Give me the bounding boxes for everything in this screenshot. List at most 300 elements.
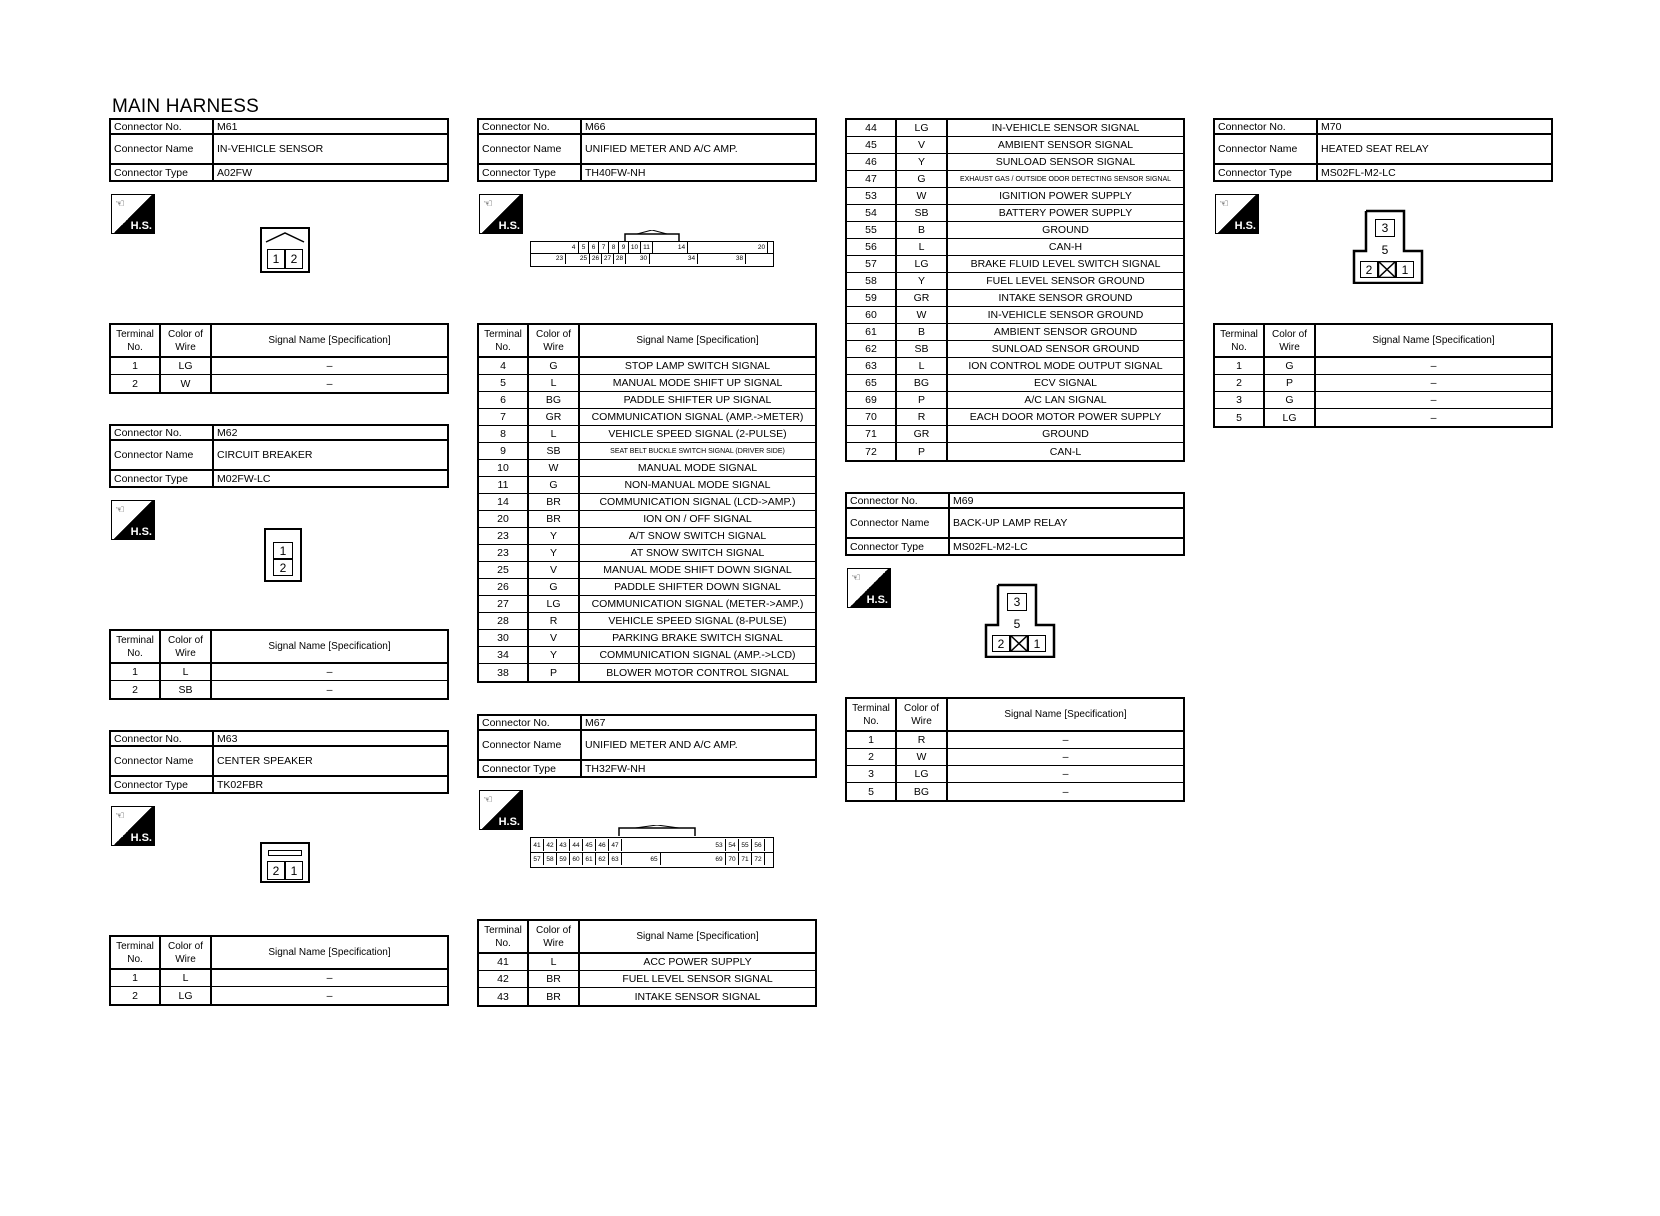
- wire-color: L: [161, 970, 212, 986]
- connector-hand-icon: ☜: [1219, 198, 1229, 210]
- signal: –: [326, 972, 333, 984]
- connector-info-m61: [109, 118, 449, 182]
- table-row: [847, 137, 1183, 154]
- pin: 2: [992, 635, 1010, 652]
- table-row: [847, 409, 1183, 426]
- wire-color: SB: [161, 681, 212, 698]
- signal: EXHAUST GAS / OUTSIDE ODOR DETECTING SENSOR SIGNAL: [959, 175, 1172, 183]
- terminal: 9: [479, 443, 529, 459]
- wire-color: L: [529, 426, 580, 442]
- header-signal: Signal Name [Specification]: [636, 335, 759, 346]
- terminal: 25: [479, 562, 529, 578]
- wire-color: Y: [897, 273, 948, 289]
- label: Connector Name: [111, 747, 214, 775]
- pin: 28: [614, 253, 626, 264]
- pin: 72: [752, 853, 765, 865]
- table-row: [847, 392, 1183, 409]
- signal-table-m63: [109, 935, 449, 1006]
- table-row: [847, 171, 1183, 188]
- wire-color: BR: [529, 971, 580, 987]
- pin: 44: [570, 839, 583, 851]
- table-row: [847, 783, 1183, 800]
- table-row: [479, 562, 815, 579]
- wire-color: V: [529, 630, 580, 646]
- table-row: [111, 375, 447, 392]
- table-row: [479, 392, 815, 409]
- pin: 11: [641, 242, 653, 253]
- signal-table-m66: [477, 323, 817, 683]
- wire-color: R: [897, 732, 948, 748]
- table-row: [111, 664, 447, 681]
- hs-badge: [111, 194, 155, 234]
- wire-color: BG: [529, 392, 580, 408]
- connector-diagram-m70: [1352, 209, 1424, 284]
- pin: 65: [648, 853, 661, 865]
- pin: 63: [609, 853, 622, 865]
- connector-diagram-m66: [530, 241, 774, 267]
- pin: 6: [589, 242, 599, 253]
- header-terminal: Terminal No.: [111, 937, 161, 968]
- pin: 58: [544, 853, 557, 865]
- terminal: 42: [479, 971, 529, 987]
- terminal: 3: [1215, 392, 1265, 408]
- pin: 2: [267, 861, 285, 880]
- signal-table-m69: [845, 697, 1185, 802]
- table-row: [479, 988, 815, 1005]
- signal: BLOWER MOTOR CONTROL SIGNAL: [606, 666, 789, 679]
- wire-color: V: [897, 137, 948, 153]
- terminal: 43: [479, 988, 529, 1005]
- terminal: 46: [847, 154, 897, 170]
- connector-key-icon: [623, 230, 681, 242]
- connector-name: CENTER SPEAKER: [217, 755, 313, 767]
- connector-info-m69: [845, 492, 1185, 556]
- wire-color: BG: [897, 783, 948, 800]
- signal: –: [1062, 785, 1069, 798]
- terminal: 69: [847, 392, 897, 408]
- wire-color: Y: [529, 647, 580, 663]
- label: Connector No.: [111, 426, 214, 439]
- hs-badge: [479, 790, 523, 830]
- terminal: 38: [479, 664, 529, 681]
- table-row: [847, 239, 1183, 256]
- terminal: 5: [847, 783, 897, 800]
- connector-hand-icon: ☜: [115, 198, 125, 210]
- signal: SUNLOAD SENSOR SIGNAL: [995, 156, 1136, 168]
- table-row: [479, 971, 815, 988]
- signal-table-m70: [1213, 323, 1553, 428]
- pin: 7: [599, 242, 609, 253]
- signal: –: [1430, 377, 1437, 389]
- pin: 23: [554, 253, 566, 264]
- signal: NON-MANUAL MODE SIGNAL: [624, 479, 771, 491]
- wire-color: G: [1265, 392, 1316, 408]
- table-row: [847, 749, 1183, 766]
- signal: A/T SNOW SWITCH SIGNAL: [628, 530, 767, 542]
- terminal: 53: [847, 188, 897, 204]
- connector-hand-icon: ☜: [483, 198, 493, 210]
- connector-type: MS02FL-M2-LC: [953, 540, 1028, 553]
- connector-key-icon: [262, 230, 308, 246]
- terminal: 14: [479, 494, 529, 510]
- pin: 34: [686, 253, 698, 264]
- header-color: Color of Wire: [161, 937, 212, 968]
- table-row: [847, 256, 1183, 273]
- table-row: [1215, 392, 1551, 409]
- wire-color: GR: [897, 290, 948, 306]
- header-signal: Signal Name [Specification]: [636, 931, 759, 942]
- label: Connector No.: [847, 494, 950, 507]
- terminal: 5: [479, 375, 529, 391]
- terminal: 1: [1215, 358, 1265, 374]
- terminal: 56: [847, 239, 897, 255]
- signal: MANUAL MODE SHIFT UP SIGNAL: [612, 377, 783, 389]
- pin: 53: [713, 839, 726, 851]
- signal: ACC POWER SUPPLY: [643, 956, 752, 968]
- label: Connector Type: [847, 539, 950, 554]
- terminal: 26: [479, 579, 529, 595]
- connector-hand-icon: ☜: [115, 810, 125, 822]
- hs-label: H.S.: [866, 594, 888, 606]
- connector-key-icon: [617, 825, 697, 837]
- hs-badge: [847, 568, 891, 608]
- connector-diagram-m62: [264, 528, 302, 582]
- wire-color: BR: [529, 511, 580, 527]
- signal: AMBIENT SENSOR GROUND: [993, 326, 1138, 338]
- pin: 1: [1396, 261, 1414, 278]
- wire-color: SB: [897, 341, 948, 357]
- wire-color: BR: [529, 494, 580, 510]
- connector-info-m67: [477, 714, 817, 778]
- signal: –: [326, 666, 333, 678]
- header-color: Color of Wire: [161, 631, 212, 662]
- pin: 5: [579, 242, 589, 253]
- connector-no: M69: [953, 494, 974, 507]
- signal: IGNITION POWER SUPPLY: [999, 190, 1132, 202]
- table-row: [1215, 375, 1551, 392]
- pin: 46: [596, 839, 609, 851]
- wire-color: G: [529, 477, 580, 493]
- wire-color: G: [529, 579, 580, 595]
- signal: –: [326, 377, 333, 390]
- table-row: [847, 324, 1183, 341]
- hs-label: H.S.: [1234, 220, 1256, 232]
- table-row: [479, 443, 815, 460]
- signal: –: [326, 360, 333, 372]
- wire-color: GR: [897, 426, 948, 442]
- header-color: Color of Wire: [529, 921, 580, 952]
- connector-diagram-m67: [530, 837, 774, 868]
- table-row: [479, 613, 815, 630]
- hs-badge: [479, 194, 523, 234]
- terminal: 72: [847, 443, 897, 460]
- signal: –: [1062, 751, 1069, 763]
- terminal: 10: [479, 460, 529, 476]
- signal: –: [1430, 411, 1437, 424]
- connector-no: M63: [217, 732, 238, 745]
- label: Connector Type: [479, 165, 582, 180]
- connector-name: UNIFIED METER AND A/C AMP.: [585, 143, 738, 155]
- pin: 14: [676, 242, 688, 253]
- label: Connector Type: [111, 165, 214, 180]
- signal: –: [326, 683, 333, 696]
- terminal: 59: [847, 290, 897, 306]
- table-row: [847, 290, 1183, 307]
- wire-color: Y: [529, 528, 580, 544]
- terminal: 1: [847, 732, 897, 748]
- header-signal: Signal Name [Specification]: [268, 947, 391, 958]
- wire-color: SB: [897, 205, 948, 221]
- pin: 3: [1375, 219, 1395, 237]
- table-row: [847, 732, 1183, 749]
- table-row: [479, 954, 815, 971]
- connector-diagram-m63: [260, 842, 310, 883]
- hs-badge: [111, 500, 155, 540]
- terminal: 2: [111, 375, 161, 392]
- terminal: 57: [847, 256, 897, 272]
- header-color: Color of Wire: [529, 325, 580, 356]
- terminal: 1: [111, 358, 161, 374]
- terminal: 45: [847, 137, 897, 153]
- pin: 8: [609, 242, 619, 253]
- table-row: [479, 630, 815, 647]
- terminal: 41: [479, 954, 529, 970]
- terminal: 61: [847, 324, 897, 340]
- pin: 47: [609, 839, 622, 851]
- label: Connector Name: [1215, 135, 1318, 163]
- signal: ION CONTROL MODE OUTPUT SIGNAL: [968, 360, 1163, 372]
- wire-color: LG: [1265, 409, 1316, 426]
- signal: IN-VEHICLE SENSOR GROUND: [987, 309, 1144, 321]
- connector-no: M67: [585, 716, 606, 729]
- pin: 61: [583, 853, 596, 865]
- signal: GROUND: [1042, 224, 1089, 236]
- wire-color: V: [529, 562, 580, 578]
- table-row: [111, 970, 447, 987]
- pin: 70: [726, 853, 739, 865]
- terminal: 27: [479, 596, 529, 612]
- terminal: 63: [847, 358, 897, 374]
- terminal: 1: [111, 664, 161, 680]
- wire-color: R: [529, 613, 580, 629]
- signal: FUEL LEVEL SENSOR GROUND: [986, 275, 1145, 287]
- pin: 45: [583, 839, 596, 851]
- wire-color: Y: [897, 154, 948, 170]
- connector-diagram-m69: [984, 583, 1056, 658]
- pin: 62: [596, 853, 609, 865]
- signal: COMMUNICATION SIGNAL (METER->AMP.): [591, 598, 804, 610]
- wire-color: B: [897, 222, 948, 238]
- signal: CAN-L: [1049, 445, 1082, 458]
- pin: 25: [578, 253, 590, 264]
- connector-hand-icon: ☜: [483, 794, 493, 806]
- signal: MANUAL MODE SIGNAL: [637, 462, 758, 474]
- connector-name: HEATED SEAT RELAY: [1321, 143, 1429, 155]
- signal: COMMUNICATION SIGNAL (AMP.->METER): [591, 411, 804, 423]
- table-row: [847, 205, 1183, 222]
- pin: 26: [590, 253, 602, 264]
- table-row: [1215, 409, 1551, 426]
- table-row: [847, 154, 1183, 171]
- pin: 2: [285, 249, 303, 269]
- connector-name: IN-VEHICLE SENSOR: [217, 143, 324, 155]
- terminal: 2: [111, 681, 161, 698]
- table-row: [847, 307, 1183, 324]
- signal: COMMUNICATION SIGNAL (AMP.->LCD): [599, 649, 796, 661]
- terminal: 5: [1215, 409, 1265, 426]
- pin: 59: [557, 853, 570, 865]
- wire-color: G: [897, 171, 948, 187]
- signal: –: [1062, 734, 1069, 746]
- wire-color: P: [1265, 375, 1316, 391]
- label: Connector Type: [111, 471, 214, 486]
- terminal: 71: [847, 426, 897, 442]
- table-row: [479, 647, 815, 664]
- header-terminal: Terminal No.: [847, 699, 897, 730]
- signal: VEHICLE SPEED SIGNAL (2-PULSE): [608, 428, 787, 440]
- pin: 54: [726, 839, 739, 851]
- signal-table-m61: [109, 323, 449, 394]
- header-terminal: Terminal No.: [479, 325, 529, 356]
- connector-type: TK02FBR: [217, 778, 264, 791]
- wire-color: Y: [529, 545, 580, 561]
- connector-hand-icon: ☜: [115, 504, 125, 516]
- connector-info-m63: [109, 730, 449, 794]
- signal: –: [1430, 394, 1437, 406]
- pin: 2: [273, 559, 293, 576]
- wire-color: LG: [161, 987, 212, 1004]
- connector-name: UNIFIED METER AND A/C AMP.: [585, 739, 738, 751]
- signal: MANUAL MODE SHIFT DOWN SIGNAL: [603, 564, 792, 576]
- signal: INTAKE SENSOR SIGNAL: [634, 990, 761, 1003]
- signal: AMBIENT SENSOR SIGNAL: [997, 139, 1134, 151]
- table-row: [479, 511, 815, 528]
- pin: 71: [739, 853, 752, 865]
- blocked-pin-icon: [1378, 261, 1396, 278]
- terminal: 23: [479, 545, 529, 561]
- table-row: [111, 987, 447, 1004]
- hs-label: H.S.: [498, 220, 520, 232]
- signal: BRAKE FLUID LEVEL SWITCH SIGNAL: [970, 258, 1161, 270]
- label: Connector Name: [111, 135, 214, 163]
- table-row: [847, 426, 1183, 443]
- table-row: [479, 477, 815, 494]
- header-signal: Signal Name [Specification]: [1372, 335, 1495, 346]
- header-signal: Signal Name [Specification]: [1004, 709, 1127, 720]
- table-row: [847, 443, 1183, 460]
- signal: IN-VEHICLE SENSOR SIGNAL: [991, 122, 1140, 134]
- blocked-pin-icon: [1010, 635, 1028, 652]
- signal: BATTERY POWER SUPPLY: [998, 207, 1133, 219]
- pin: 27: [602, 253, 614, 264]
- connector-info-m70: [1213, 118, 1553, 182]
- wire-color: P: [897, 443, 948, 460]
- table-row: [479, 375, 815, 392]
- page-title: MAIN HARNESS: [112, 96, 260, 117]
- table-row: [479, 358, 815, 375]
- label: Connector Name: [479, 135, 582, 163]
- terminal: 30: [479, 630, 529, 646]
- connector-type: M02FW-LC: [217, 472, 271, 485]
- header-color: Color of Wire: [1265, 325, 1316, 356]
- pin: 5: [1375, 241, 1395, 259]
- connector-lock-icon: [268, 850, 302, 856]
- terminal: 3: [847, 766, 897, 782]
- pin: 56: [752, 839, 765, 851]
- table-row: [847, 222, 1183, 239]
- terminal: 1: [111, 970, 161, 986]
- wire-color: W: [897, 307, 948, 323]
- table-row: [479, 426, 815, 443]
- table-row: [847, 273, 1183, 290]
- wire-color: R: [897, 409, 948, 425]
- table-row: [847, 375, 1183, 392]
- wire-color: W: [897, 749, 948, 765]
- table-row: [479, 596, 815, 613]
- signal: INTAKE SENSOR GROUND: [998, 292, 1133, 304]
- wire-color: G: [1265, 358, 1316, 374]
- header-terminal: Terminal No.: [1215, 325, 1265, 356]
- connector-name: CIRCUIT BREAKER: [217, 449, 313, 461]
- header-color: Color of Wire: [161, 325, 212, 356]
- wire-color: L: [161, 664, 212, 680]
- table-row: [847, 358, 1183, 375]
- wire-color: W: [161, 375, 212, 392]
- signal: A/C LAN SIGNAL: [1024, 394, 1107, 406]
- table-row: [111, 358, 447, 375]
- terminal: 20: [479, 511, 529, 527]
- terminal: 11: [479, 477, 529, 493]
- pin: 4: [569, 242, 579, 253]
- signal: GROUND: [1042, 428, 1089, 440]
- connector-no: M66: [585, 120, 606, 133]
- table-row: [847, 188, 1183, 205]
- label: Connector Type: [479, 761, 582, 776]
- wire-color: G: [529, 358, 580, 374]
- pin: 1: [1028, 635, 1046, 652]
- terminal: 54: [847, 205, 897, 221]
- terminal: 60: [847, 307, 897, 323]
- pin: 1: [285, 861, 303, 880]
- connector-no: M62: [217, 426, 238, 439]
- connector-diagram-m61: [260, 227, 310, 273]
- wire-color: LG: [529, 596, 580, 612]
- terminal: 2: [847, 749, 897, 765]
- label: Connector Type: [1215, 165, 1318, 180]
- signal-table-m67: [477, 919, 817, 1007]
- signal: COMMUNICATION SIGNAL (LCD->AMP.): [599, 496, 796, 508]
- terminal: 44: [847, 120, 897, 136]
- label: Connector No.: [111, 732, 214, 745]
- terminal: 62: [847, 341, 897, 357]
- wire-color: LG: [161, 358, 212, 374]
- connector-type: MS02FL-M2-LC: [1321, 166, 1396, 179]
- pin: 60: [570, 853, 583, 865]
- pin: 1: [273, 542, 293, 559]
- signal: –: [326, 989, 333, 1002]
- signal: SEAT BELT BUCKLE SWITCH SIGNAL (DRIVER SIDE): [610, 447, 785, 455]
- table-row: [479, 460, 815, 477]
- signal: PARKING BRAKE SWITCH SIGNAL: [612, 632, 783, 644]
- table-row: [1215, 358, 1551, 375]
- pin: 55: [739, 839, 752, 851]
- terminal: 23: [479, 528, 529, 544]
- connector-no: M70: [1321, 120, 1342, 133]
- signal: FUEL LEVEL SENSOR SIGNAL: [622, 973, 773, 985]
- terminal: 58: [847, 273, 897, 289]
- connector-type: TH32FW-NH: [585, 762, 646, 775]
- wire-color: GR: [529, 409, 580, 425]
